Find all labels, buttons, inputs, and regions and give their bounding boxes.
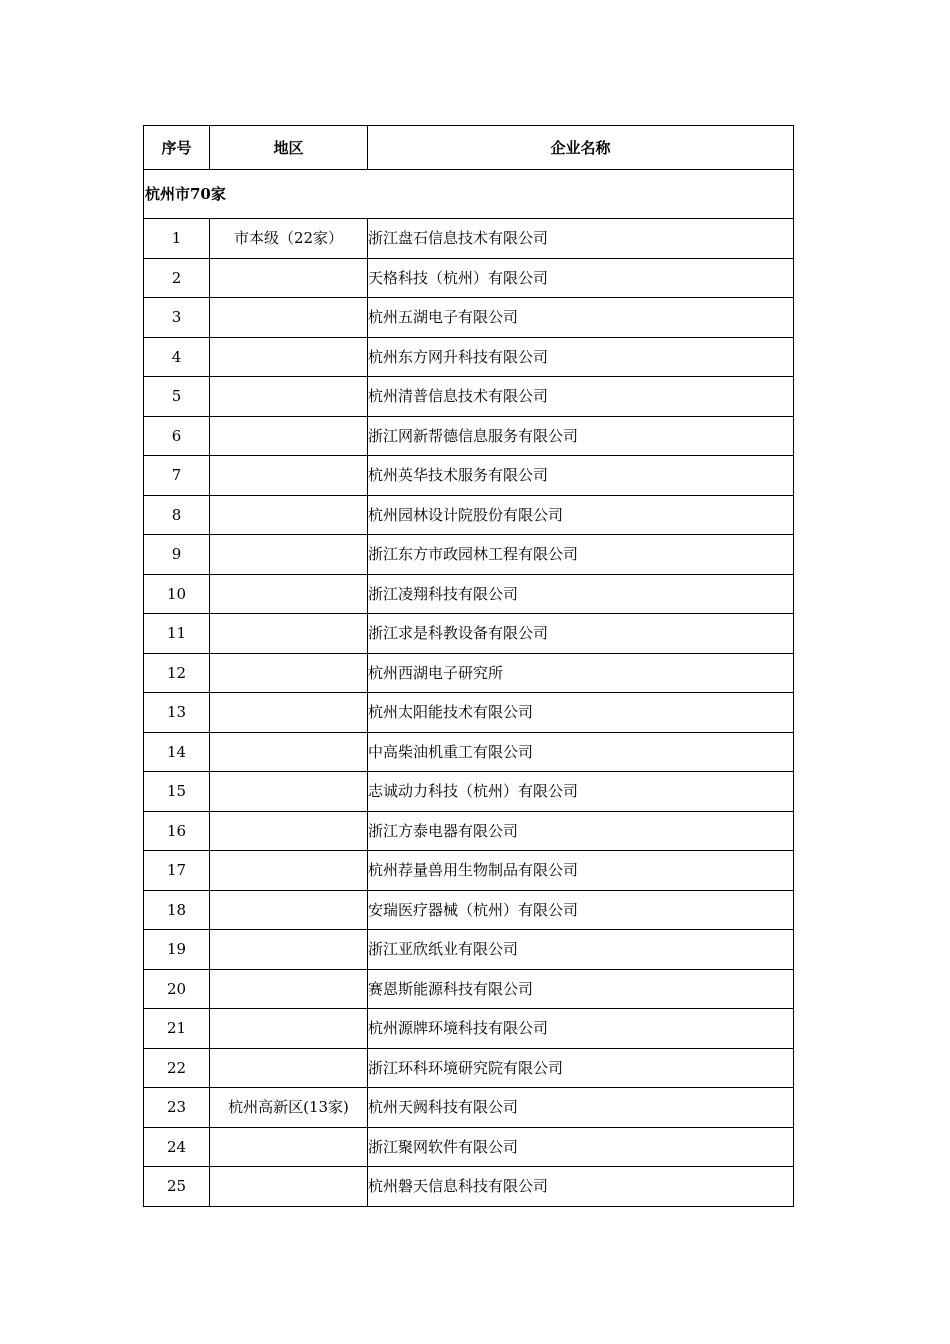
row-company-name-cell: 杭州英华技术服务有限公司 bbox=[368, 456, 794, 496]
row-company-name-cell: 浙江盘石信息技术有限公司 bbox=[368, 219, 794, 259]
row-region-cell bbox=[210, 495, 368, 535]
row-region-cell: 杭州高新区(13家) bbox=[210, 1088, 368, 1128]
row-region-cell bbox=[210, 298, 368, 338]
row-seq-cell: 2 bbox=[144, 258, 210, 298]
row-seq-cell: 23 bbox=[144, 1088, 210, 1128]
table-header-row bbox=[144, 126, 794, 170]
table-row bbox=[144, 416, 794, 456]
section-title: 杭州市70家 bbox=[144, 170, 794, 219]
header-name: 企业名称 bbox=[368, 126, 794, 170]
row-company-name-cell: 赛恩斯能源科技有限公司 bbox=[368, 969, 794, 1009]
row-seq-cell: 6 bbox=[144, 416, 210, 456]
row-region-cell bbox=[210, 614, 368, 654]
row-region-cell bbox=[210, 772, 368, 812]
table-row bbox=[144, 732, 794, 772]
row-seq-cell: 3 bbox=[144, 298, 210, 338]
row-region-cell bbox=[210, 693, 368, 733]
table-body bbox=[144, 126, 794, 1207]
row-region-cell bbox=[210, 377, 368, 417]
row-seq-cell: 13 bbox=[144, 693, 210, 733]
table-row bbox=[144, 377, 794, 417]
row-company-name-cell: 浙江求是科教设备有限公司 bbox=[368, 614, 794, 654]
row-company-name-cell: 浙江网新帮德信息服务有限公司 bbox=[368, 416, 794, 456]
row-company-name-cell: 杭州天阙科技有限公司 bbox=[368, 1088, 794, 1128]
table-row bbox=[144, 811, 794, 851]
enterprise-table bbox=[143, 125, 794, 1207]
row-seq-cell: 19 bbox=[144, 930, 210, 970]
table-row bbox=[144, 772, 794, 812]
row-seq-cell: 11 bbox=[144, 614, 210, 654]
table-row bbox=[144, 1088, 794, 1128]
table-row bbox=[144, 535, 794, 575]
row-company-name-cell: 浙江东方市政园林工程有限公司 bbox=[368, 535, 794, 575]
row-seq-cell: 12 bbox=[144, 653, 210, 693]
row-region-cell bbox=[210, 969, 368, 1009]
table-row bbox=[144, 614, 794, 654]
table-row bbox=[144, 1009, 794, 1049]
row-region-cell bbox=[210, 258, 368, 298]
row-region-cell bbox=[210, 535, 368, 575]
row-company-name-cell: 中高柴油机重工有限公司 bbox=[368, 732, 794, 772]
row-company-name-cell: 浙江环科环境研究院有限公司 bbox=[368, 1048, 794, 1088]
row-company-name-cell: 杭州荐量兽用生物制品有限公司 bbox=[368, 851, 794, 891]
table-row bbox=[144, 969, 794, 1009]
row-region-cell bbox=[210, 1167, 368, 1207]
row-region-cell bbox=[210, 811, 368, 851]
row-company-name-cell: 杭州东方网升科技有限公司 bbox=[368, 337, 794, 377]
row-seq-cell: 25 bbox=[144, 1167, 210, 1207]
row-company-name-cell: 浙江方泰电器有限公司 bbox=[368, 811, 794, 851]
row-company-name-cell: 杭州园林设计院股份有限公司 bbox=[368, 495, 794, 535]
row-seq-cell: 4 bbox=[144, 337, 210, 377]
table-row bbox=[144, 890, 794, 930]
row-seq-cell: 17 bbox=[144, 851, 210, 891]
row-region-cell bbox=[210, 1009, 368, 1049]
row-seq-cell: 1 bbox=[144, 219, 210, 259]
row-seq-cell: 5 bbox=[144, 377, 210, 417]
table-row bbox=[144, 653, 794, 693]
row-region-cell: 市本级（22家） bbox=[210, 219, 368, 259]
row-seq-cell: 16 bbox=[144, 811, 210, 851]
row-company-name-cell: 浙江凌翔科技有限公司 bbox=[368, 574, 794, 614]
section-row bbox=[144, 170, 794, 219]
table-row bbox=[144, 258, 794, 298]
table-row bbox=[144, 219, 794, 259]
row-seq-cell: 20 bbox=[144, 969, 210, 1009]
table-row bbox=[144, 1167, 794, 1207]
row-seq-cell: 24 bbox=[144, 1127, 210, 1167]
table-row bbox=[144, 851, 794, 891]
table-row bbox=[144, 456, 794, 496]
row-seq-cell: 8 bbox=[144, 495, 210, 535]
row-region-cell bbox=[210, 456, 368, 496]
row-seq-cell: 9 bbox=[144, 535, 210, 575]
table-row bbox=[144, 930, 794, 970]
row-seq-cell: 22 bbox=[144, 1048, 210, 1088]
row-company-name-cell: 杭州太阳能技术有限公司 bbox=[368, 693, 794, 733]
row-seq-cell: 21 bbox=[144, 1009, 210, 1049]
row-company-name-cell: 天格科技（杭州）有限公司 bbox=[368, 258, 794, 298]
row-company-name-cell: 杭州源牌环境科技有限公司 bbox=[368, 1009, 794, 1049]
table-row bbox=[144, 1048, 794, 1088]
row-company-name-cell: 杭州清普信息技术有限公司 bbox=[368, 377, 794, 417]
table-row bbox=[144, 574, 794, 614]
row-region-cell bbox=[210, 851, 368, 891]
row-seq-cell: 10 bbox=[144, 574, 210, 614]
table-row bbox=[144, 298, 794, 338]
row-region-cell bbox=[210, 732, 368, 772]
row-company-name-cell: 浙江聚网软件有限公司 bbox=[368, 1127, 794, 1167]
row-seq-cell: 15 bbox=[144, 772, 210, 812]
row-region-cell bbox=[210, 930, 368, 970]
row-company-name-cell: 志诚动力科技（杭州）有限公司 bbox=[368, 772, 794, 812]
row-region-cell bbox=[210, 653, 368, 693]
row-company-name-cell: 杭州西湖电子研究所 bbox=[368, 653, 794, 693]
table-row bbox=[144, 1127, 794, 1167]
row-company-name-cell: 浙江亚欣纸业有限公司 bbox=[368, 930, 794, 970]
row-region-cell bbox=[210, 890, 368, 930]
row-region-cell bbox=[210, 574, 368, 614]
table-row bbox=[144, 693, 794, 733]
row-company-name-cell: 杭州磐天信息科技有限公司 bbox=[368, 1167, 794, 1207]
row-region-cell bbox=[210, 1048, 368, 1088]
row-region-cell bbox=[210, 337, 368, 377]
table-row bbox=[144, 337, 794, 377]
row-seq-cell: 18 bbox=[144, 890, 210, 930]
row-region-cell bbox=[210, 1127, 368, 1167]
row-company-name-cell: 杭州五湖电子有限公司 bbox=[368, 298, 794, 338]
header-region: 地区 bbox=[210, 126, 368, 170]
row-region-cell bbox=[210, 416, 368, 456]
row-seq-cell: 14 bbox=[144, 732, 210, 772]
table-row bbox=[144, 495, 794, 535]
row-seq-cell: 7 bbox=[144, 456, 210, 496]
row-company-name-cell: 安瑞医疗器械（杭州）有限公司 bbox=[368, 890, 794, 930]
header-seq: 序号 bbox=[144, 126, 210, 170]
